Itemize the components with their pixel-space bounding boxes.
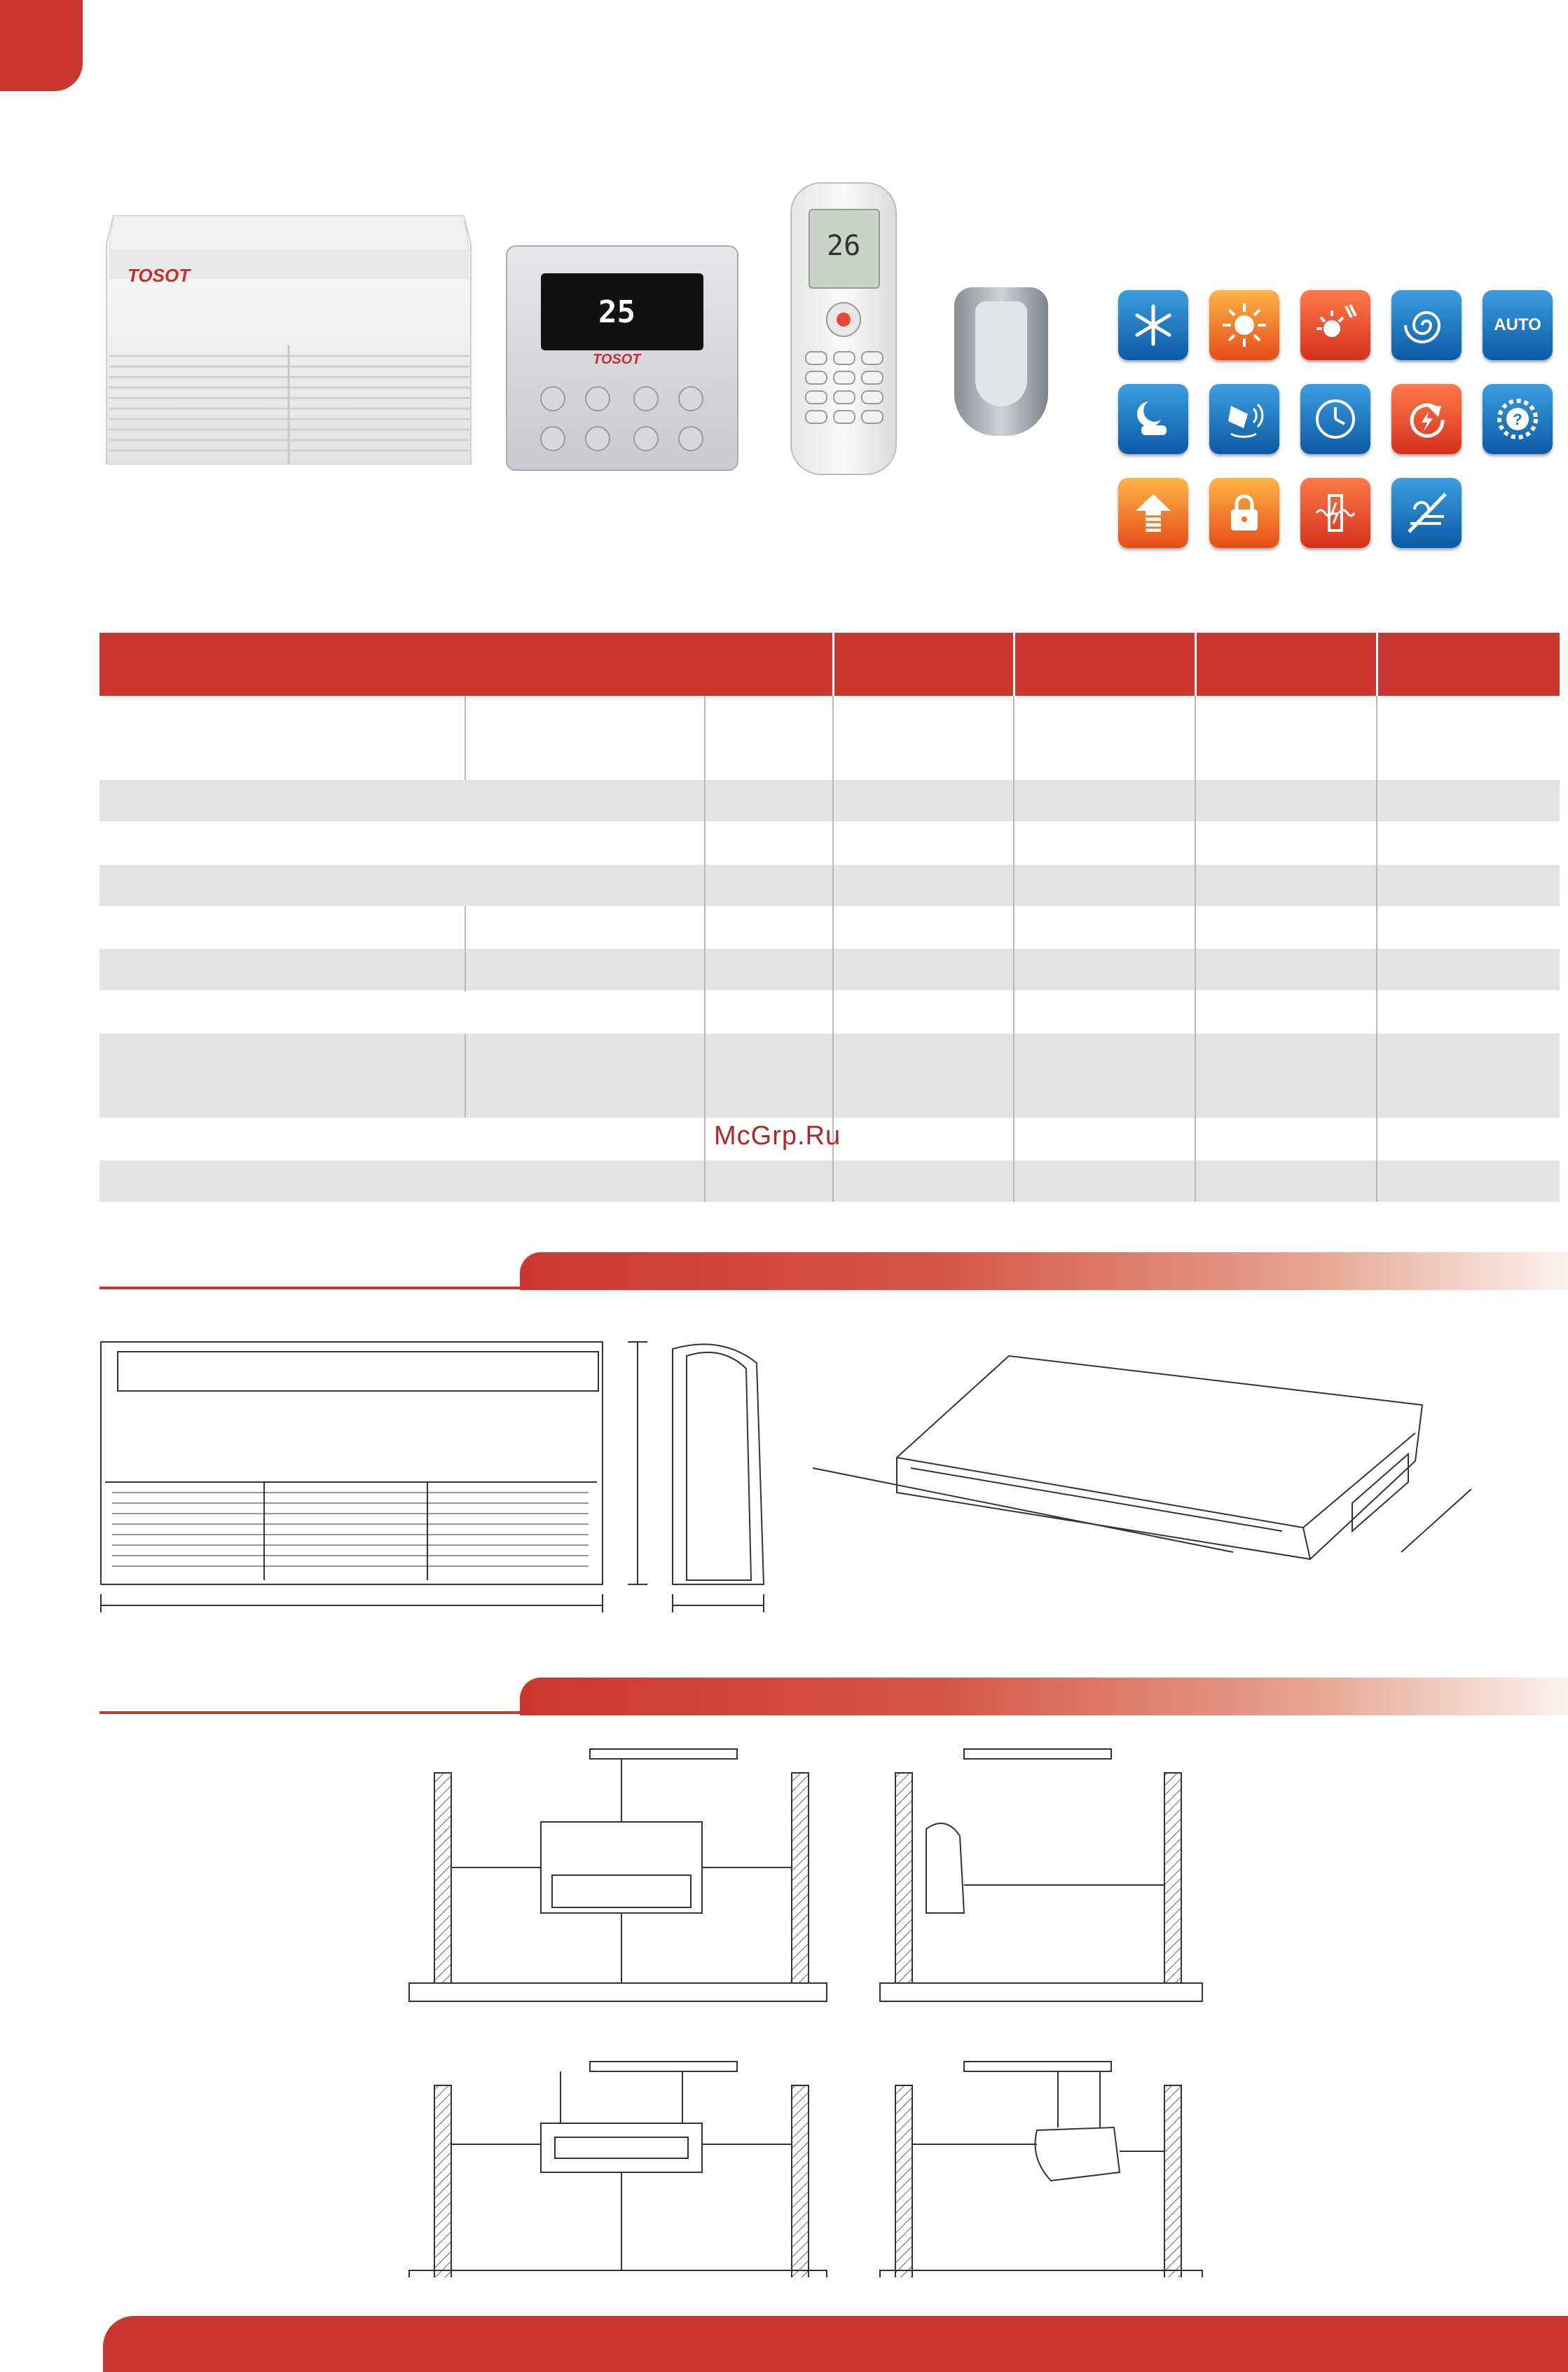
header-divider — [832, 633, 834, 696]
table-row — [99, 865, 1560, 906]
table-divider — [1376, 696, 1377, 1202]
watermark-text: McGrp.Ru — [714, 1121, 841, 1151]
anti-cold-air-icon — [1300, 478, 1370, 548]
auxiliary-heating-icon — [1300, 290, 1370, 360]
table-divider — [465, 1034, 466, 1118]
installation-section-bar — [520, 1678, 1568, 1715]
cooling-snowflake-icon — [1118, 290, 1188, 360]
remote-holder-image — [954, 287, 1048, 436]
table-divider — [1013, 696, 1015, 1202]
swing-louver-icon — [1209, 384, 1279, 454]
air-outlet-up-icon — [1118, 478, 1188, 548]
auto-mode-icon — [1483, 290, 1553, 360]
heating-sun-icon — [1209, 290, 1279, 360]
header-divider — [1013, 633, 1015, 696]
section-underline — [99, 1287, 520, 1289]
table-divider — [465, 906, 466, 992]
wired-controller-logo: TOSOT — [593, 352, 641, 367]
child-lock-icon — [1209, 478, 1279, 548]
remote-display: 26 — [827, 230, 861, 262]
svg-text:?: ? — [1513, 411, 1522, 428]
dimensions-section-bar — [520, 1252, 1568, 1290]
indoor-unit-image — [99, 195, 474, 465]
corner-tab — [0, 0, 83, 91]
table-row — [99, 1034, 1560, 1118]
sleep-mode-icon — [1118, 384, 1188, 454]
timer-clock-icon — [1300, 384, 1370, 454]
self-diagnosis-icon — [1483, 384, 1553, 454]
wired-controller-display: 25 — [598, 294, 635, 330]
remote-control-image — [790, 182, 897, 475]
footer-bar — [103, 2316, 1568, 2372]
auto-mode-label: AUTO — [1494, 315, 1541, 334]
turbo-restart-icon — [1391, 384, 1462, 454]
header-divider — [1195, 633, 1197, 696]
section-underline — [99, 1711, 520, 1714]
spec-table-header — [99, 633, 1560, 696]
table-divider — [465, 696, 466, 780]
table-divider — [704, 696, 706, 1202]
anti-freezing-icon — [1391, 478, 1462, 548]
installation-clearance-drawings — [399, 1738, 1212, 2277]
header-divider — [1376, 633, 1378, 696]
table-row — [99, 949, 1560, 990]
table-divider — [1195, 696, 1196, 1202]
wired-controller-image — [506, 245, 738, 471]
brand-logo: TOSOT — [128, 265, 191, 286]
dry-mode-swirl-icon — [1391, 290, 1462, 360]
table-row — [99, 780, 1560, 821]
dimension-drawings — [91, 1328, 1506, 1622]
table-row — [99, 1160, 1560, 1202]
